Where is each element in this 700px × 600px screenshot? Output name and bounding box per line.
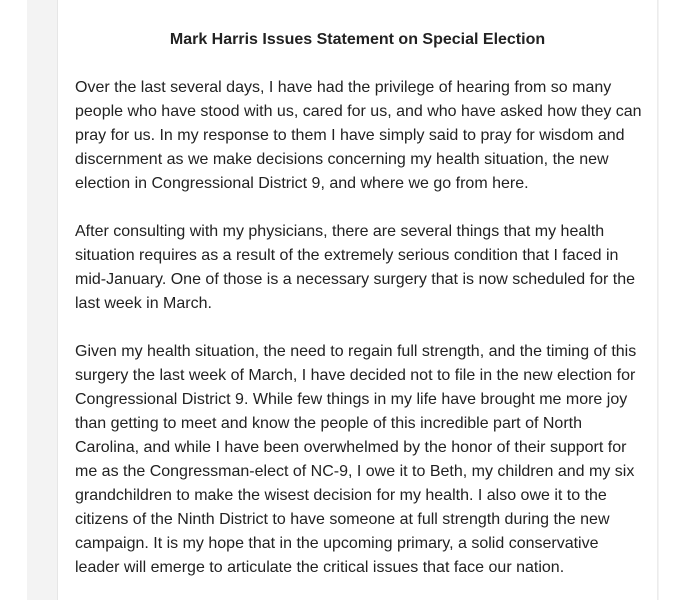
content-right-border [657, 0, 658, 600]
article-title: Mark Harris Issues Statement on Special Election [169, 31, 546, 48]
article-paragraph-2: After consulting with my physicians, there are several things that my health situation requires as a result of the extremely serious condition that I faced in mid-January. One of those is a necessary surgery that is now scheduled for the last week in March. [75, 223, 635, 312]
article-paragraph-3: Given my health situation, the need to regain full strength, and the timing of this surgery the last week of March, I have decided not to file in the new election for Congressional District 9. While few things in my life have brought me more joy than getting to meet and know the people of this incredible part of North Carolina, and while I have been overwhelmed by the honor of their support for me as the Congressman-elect of NC-9, I owe it to Beth, my children and my six grandchildren to make the wisest decision for my health. I also owe it to the citizens of the Ninth District to have someone at full strength during the new campaign. It is my hope that in the upcoming primary, a solid conservative leader will emerge to articulate the critical issues that face our nation. [75, 343, 637, 576]
article-paragraph-1: Over the last several days, I have had the privilege of hearing from so many people who have stood with us, cared for us, and who have asked how they can pray for us. In my response to them I have simply said to pray for wisdom and discernment as we make decisions concerning my health situation, the new election in Congressional District 9, and where we go from here. [75, 79, 642, 192]
article-container [58, 0, 657, 600]
